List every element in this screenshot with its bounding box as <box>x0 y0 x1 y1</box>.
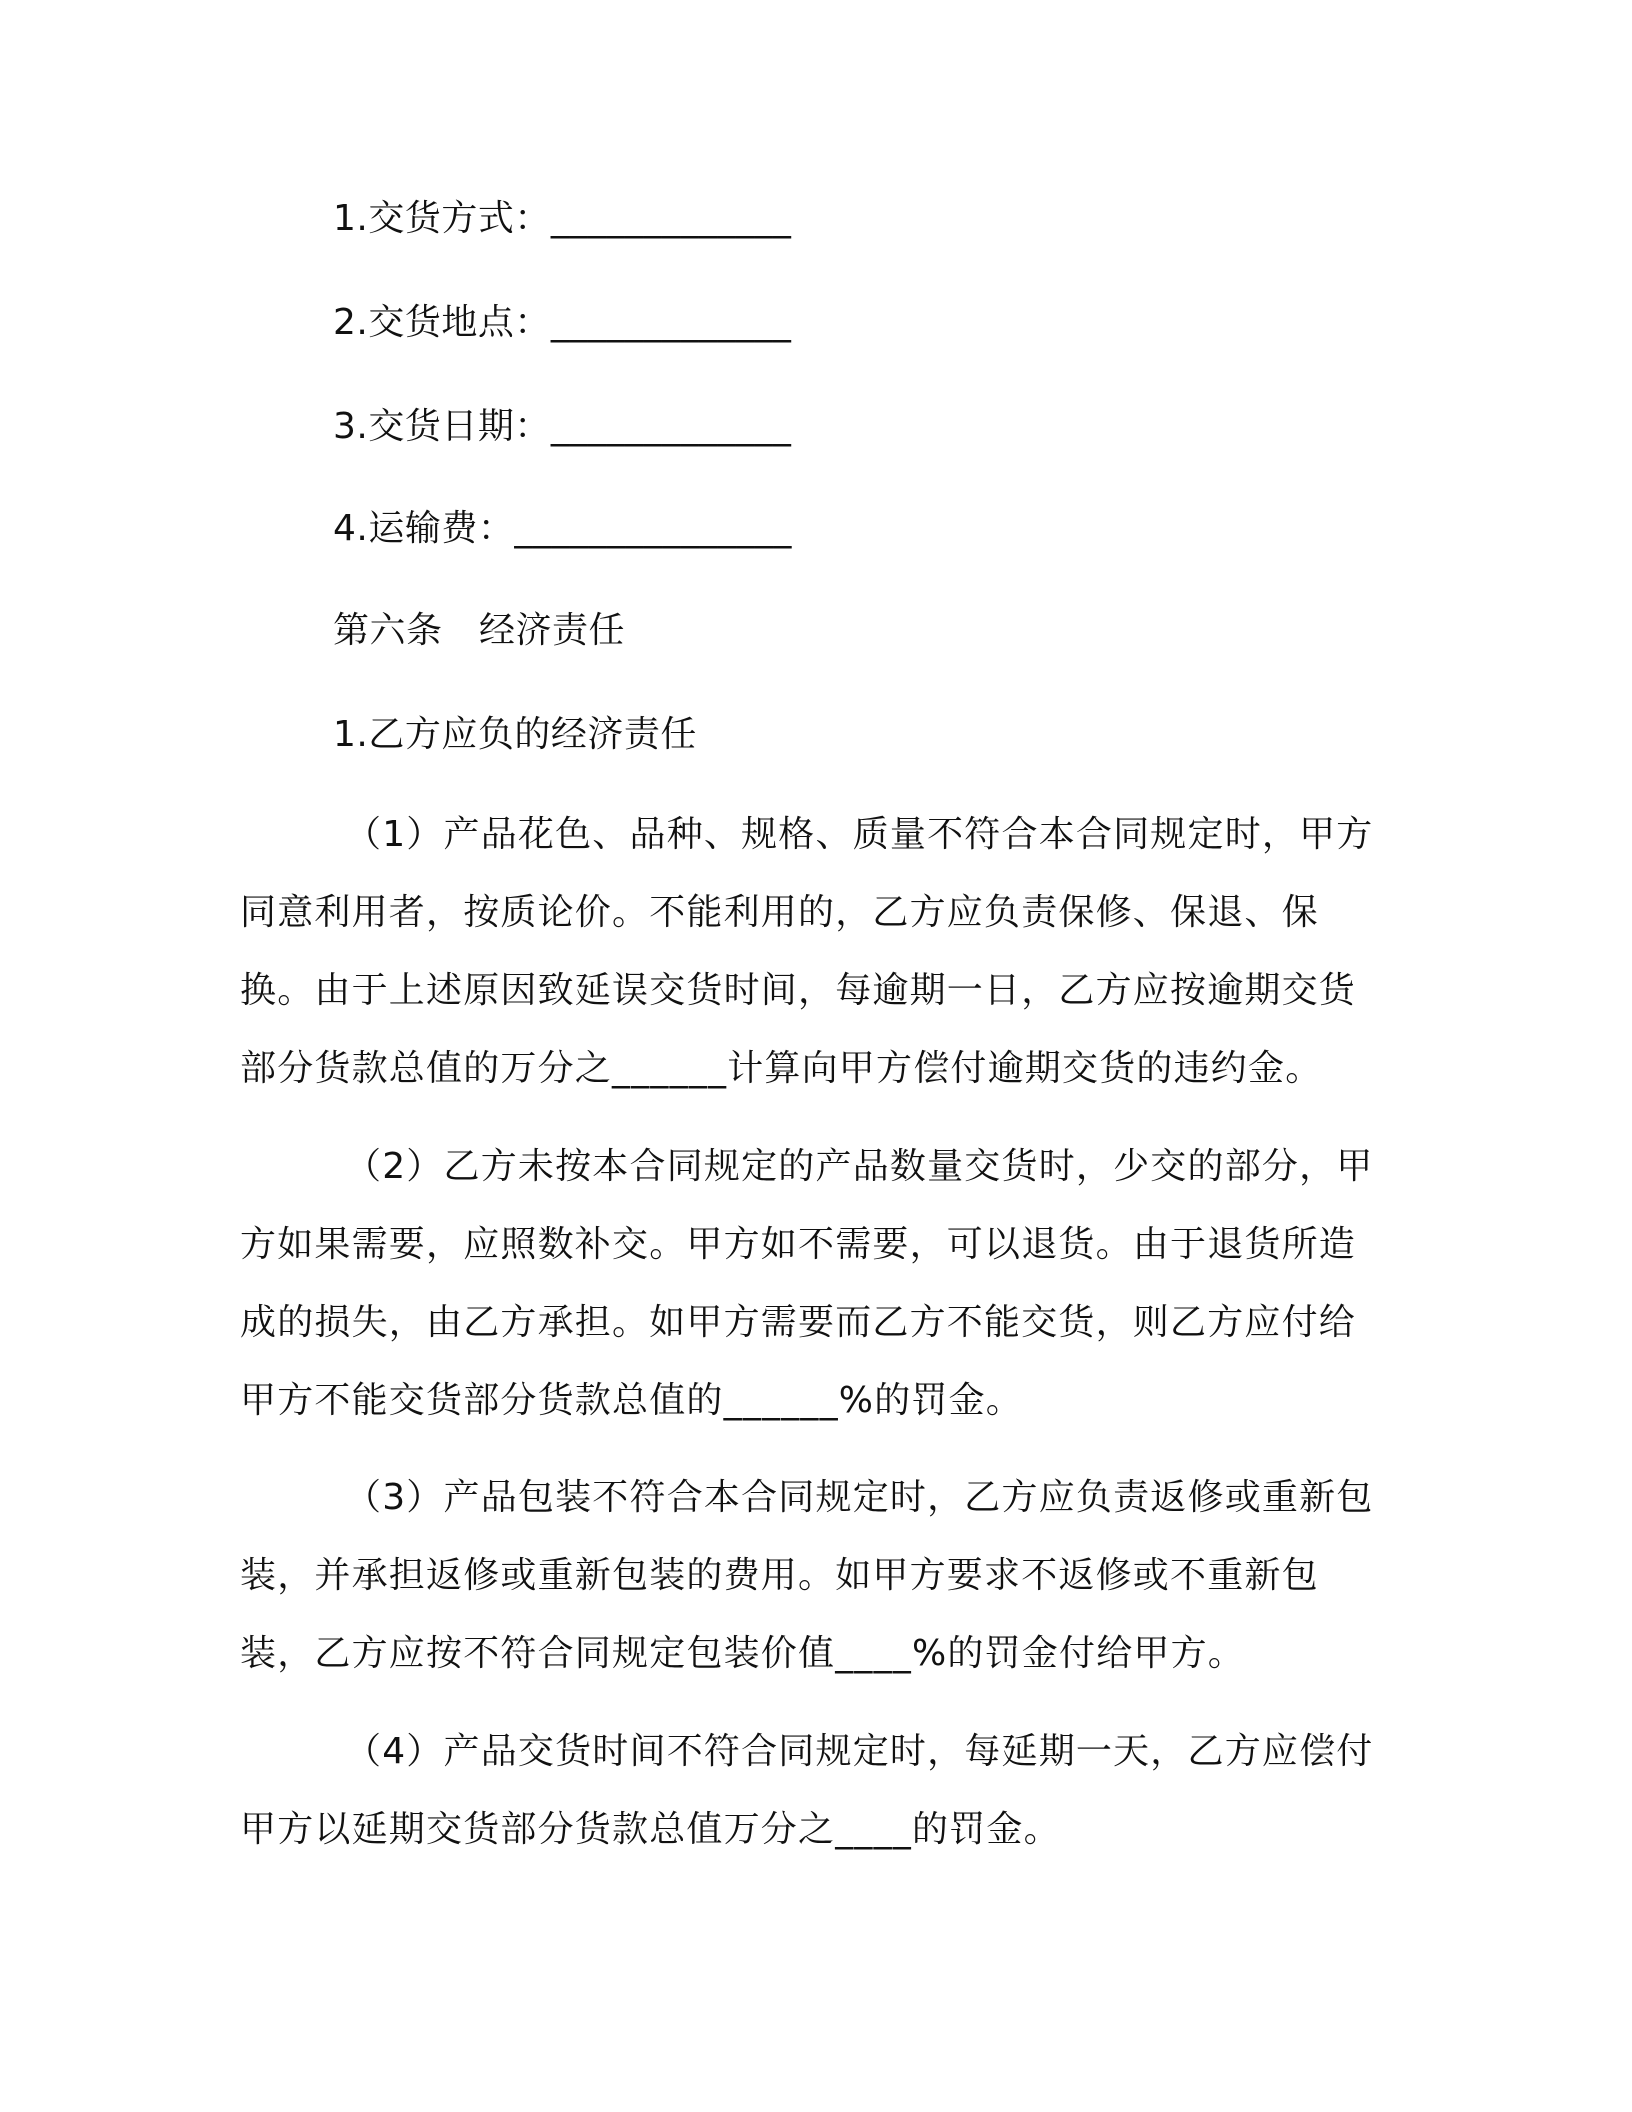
paragraph-2: （2）乙方未按本合同规定的产品数量交货时，少交的部分，甲方如果需要，应照数补交。甲方如不需要，可以退货。由于退货所造成的损失，由乙方承担。如甲方需要而乙方不能交货，则乙方应付给甲方不能交货部分货款总值的______%的罚金。 <box>240 1146 1374 1421</box>
article-heading: 第六条 经济责任 <box>333 610 626 651</box>
shipping-fee-line: 4.运输费：_______________ <box>333 508 792 549</box>
paragraph-1: （1）产品花色、品种、规格、质量不符合本合同规定时，甲方同意利用者，按质论价。不能利用的，乙方应负责保修、保退、保换。由于上述原因致延误交货时间，每逾期一日，乙方应按逾期交货部分货款总值的万分之______计算向甲方偿付逾期交货的违约金。 <box>240 814 1374 1089</box>
paragraph-4: （4）产品交货时间不符合同规定时，每延期一天，乙方应偿付甲方以延期交货部分货款总值万分之____的罚金。 <box>240 1731 1374 1850</box>
paragraph-3: （3）产品包装不符合本合同规定时，乙方应负责返修或重新包装，并承担返修或重新包装的费用。如甲方要求不返修或不重新包装，乙方应按不符合同规定包装价值____%的罚金付给甲方。 <box>240 1477 1374 1674</box>
delivery-date-line: 3.交货日期：_____________ <box>333 406 792 447</box>
delivery-location-line: 2.交货地点：_____________ <box>333 302 792 343</box>
delivery-method-line: 1.交货方式：_____________ <box>333 198 792 239</box>
section-subheading: 1.乙方应负的经济责任 <box>333 714 697 755</box>
